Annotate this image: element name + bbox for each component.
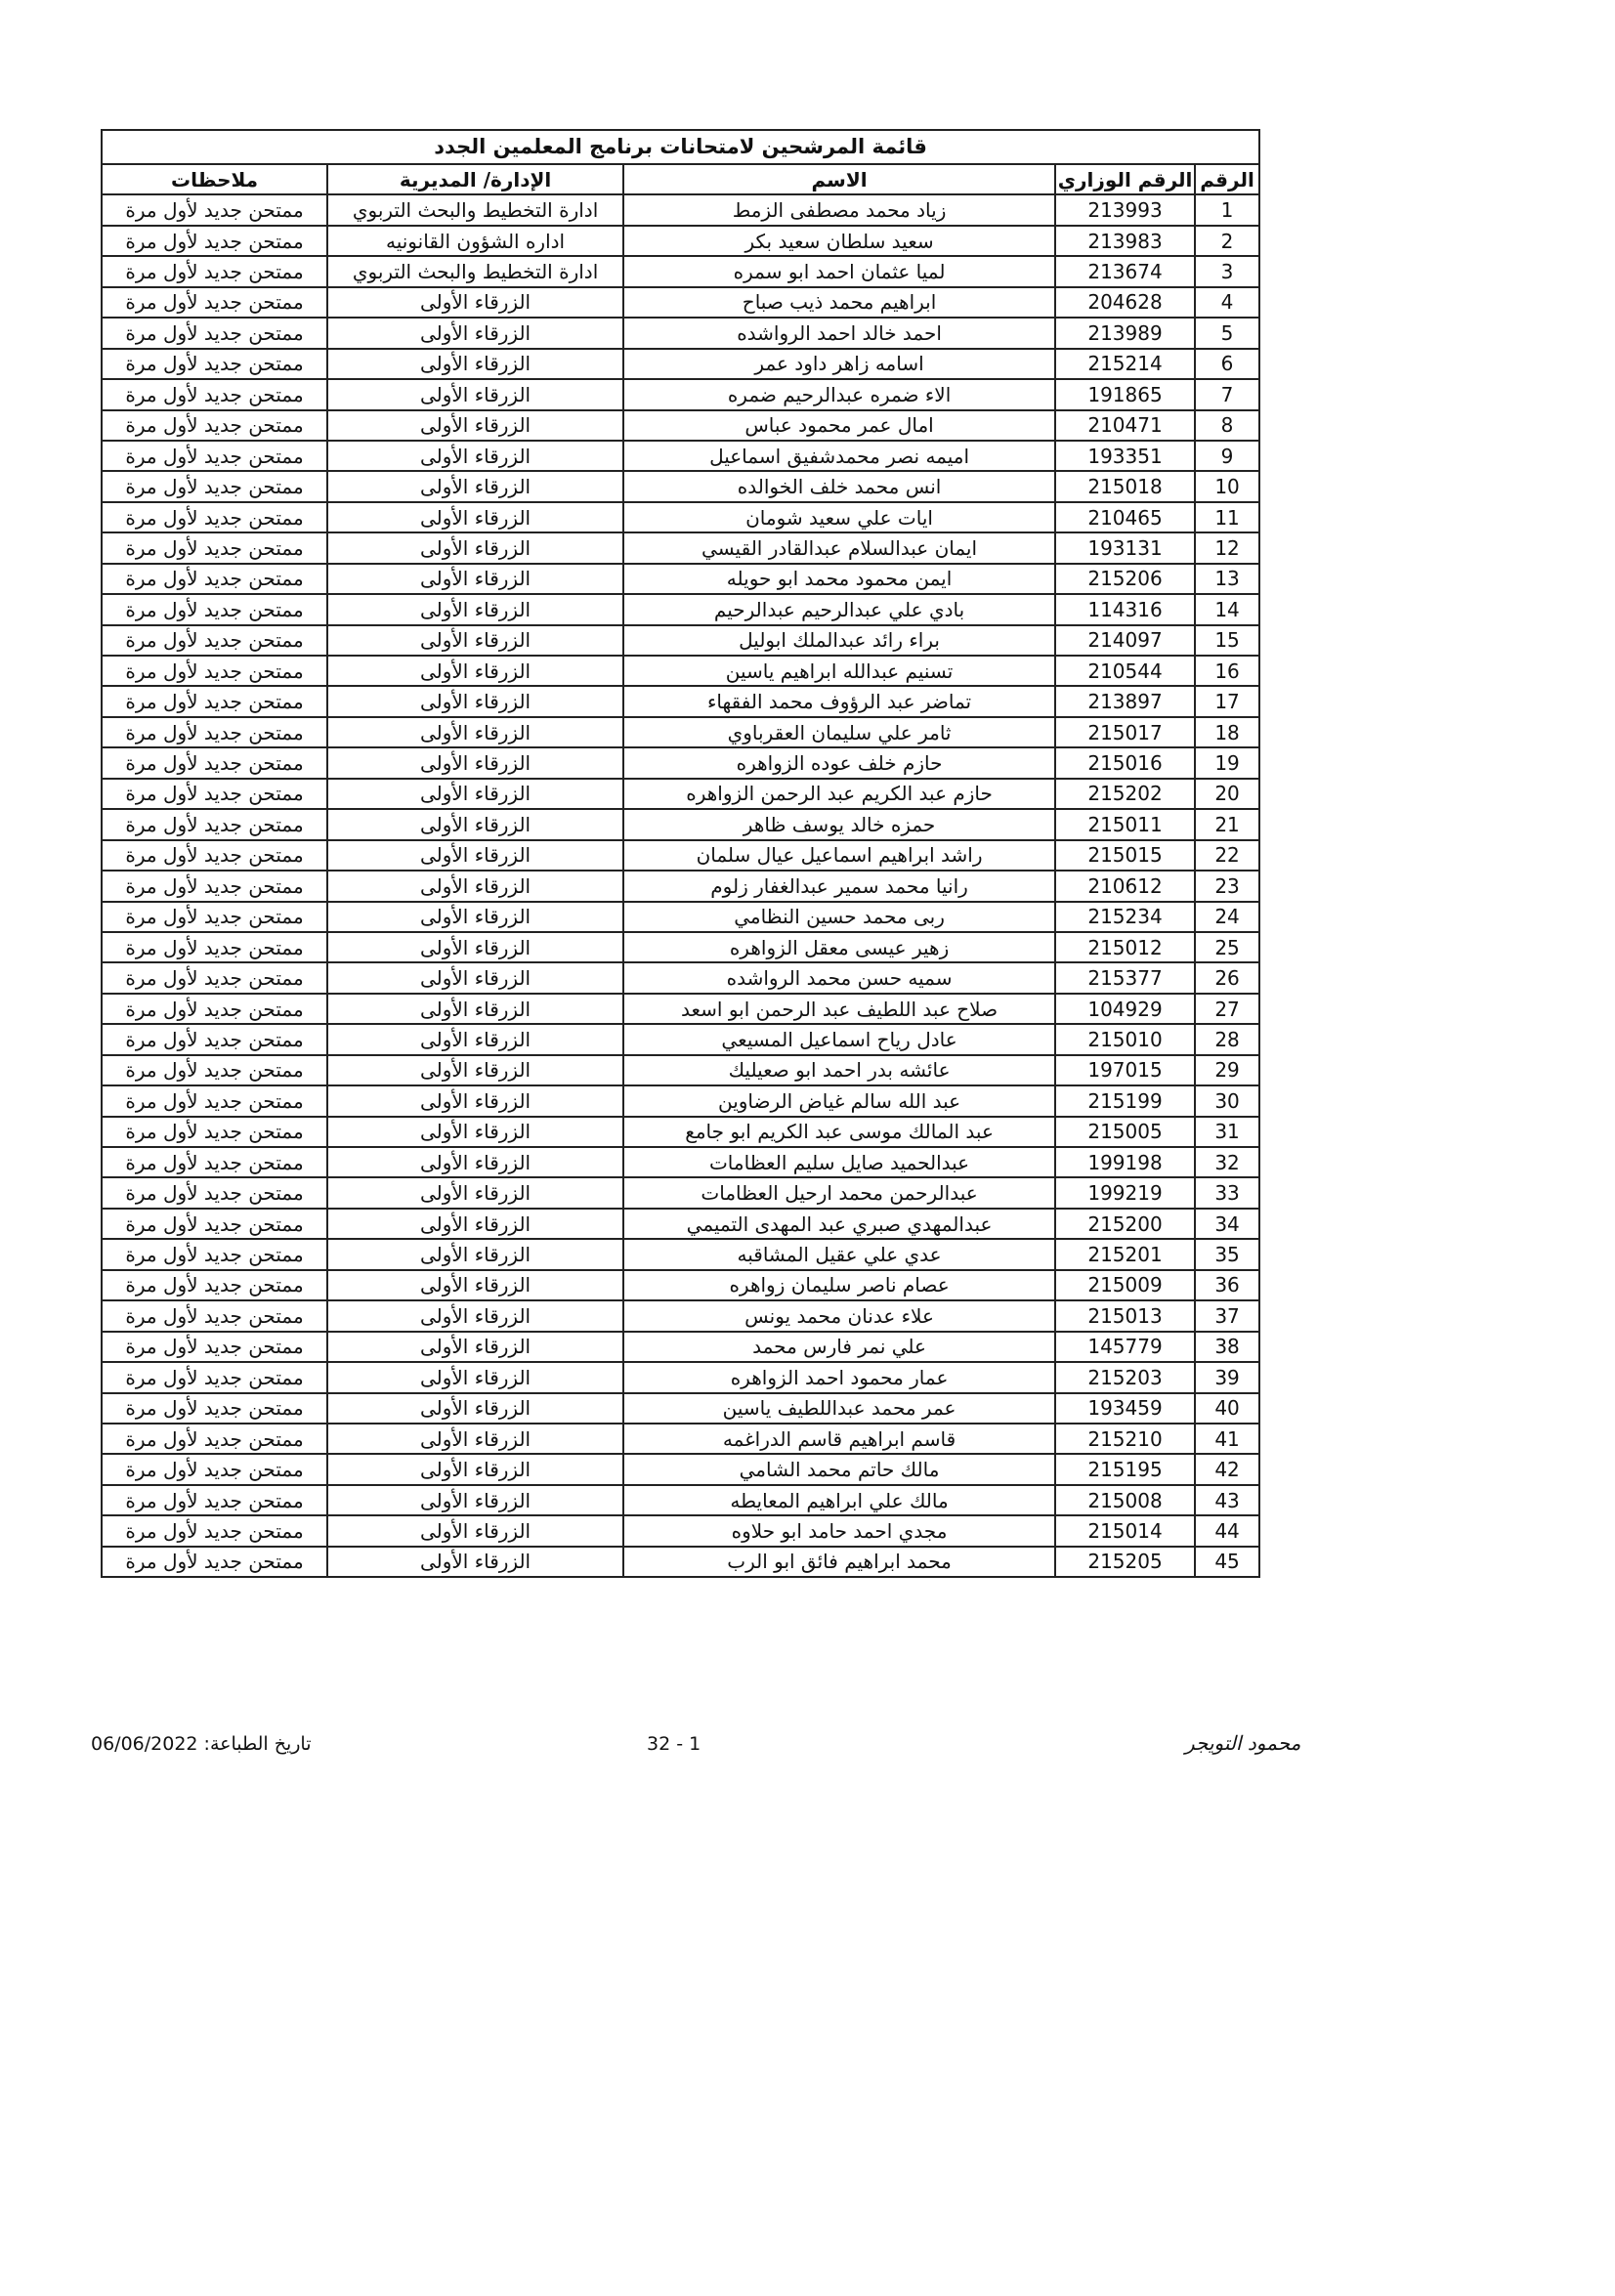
row-number-cell: 28	[1195, 1024, 1259, 1054]
candidate-name-cell: ربى محمد حسين النظامي	[623, 902, 1055, 932]
table-row	[102, 564, 1259, 594]
ministry-id-cell: 215195	[1055, 1454, 1195, 1484]
table-row	[102, 1085, 1259, 1116]
directorate-cell: الزرقاء الأولى	[327, 1085, 623, 1116]
notes-cell: ممتحن جديد لأول مرة	[102, 349, 327, 379]
row-number-cell: 40	[1195, 1393, 1259, 1424]
candidate-name-cell: مالك حاتم محمد الشامي	[623, 1454, 1055, 1484]
notes-cell: ممتحن جديد لأول مرة	[102, 1362, 327, 1392]
notes-cell: ممتحن جديد لأول مرة	[102, 194, 327, 225]
notes-cell: ممتحن جديد لأول مرة	[102, 1055, 327, 1085]
row-number-cell: 31	[1195, 1117, 1259, 1147]
table-row	[102, 471, 1259, 501]
directorate-cell: الزرقاء الأولى	[327, 502, 623, 532]
candidate-name-cell: ايات علي سعيد شومان	[623, 502, 1055, 532]
notes-cell: ممتحن جديد لأول مرة	[102, 564, 327, 594]
column-header-directorate: الإدارة/ المديرية	[327, 164, 623, 194]
candidate-name-cell: مجدي احمد حامد ابو حلاوه	[623, 1515, 1055, 1546]
directorate-cell: الزرقاء الأولى	[327, 962, 623, 993]
table-row	[102, 441, 1259, 471]
table-row	[102, 1055, 1259, 1085]
row-number-cell: 7	[1195, 379, 1259, 409]
signature: محمود التويجر	[1185, 1731, 1301, 1755]
notes-cell: ممتحن جديد لأول مرة	[102, 287, 327, 318]
directorate-cell: الزرقاء الأولى	[327, 1485, 623, 1515]
table-row	[102, 1424, 1259, 1454]
notes-cell: ممتحن جديد لأول مرة	[102, 1024, 327, 1054]
table-row	[102, 256, 1259, 286]
candidate-name-cell: انس محمد خلف الخوالده	[623, 471, 1055, 501]
notes-cell: ممتحن جديد لأول مرة	[102, 747, 327, 778]
notes-cell: ممتحن جديد لأول مرة	[102, 1209, 327, 1239]
directorate-cell: الزرقاء الأولى	[327, 410, 623, 441]
candidate-name-cell: ايمن محمود محمد ابو حويله	[623, 564, 1055, 594]
row-number-cell: 1	[1195, 194, 1259, 225]
directorate-cell: الزرقاء الأولى	[327, 349, 623, 379]
ministry-id-cell: 215017	[1055, 717, 1195, 747]
directorate-cell: الزرقاء الأولى	[327, 1209, 623, 1239]
candidate-name-cell: زياد محمد مصطفى الزمط	[623, 194, 1055, 225]
notes-cell: ممتحن جديد لأول مرة	[102, 1300, 327, 1331]
ministry-id-cell: 191865	[1055, 379, 1195, 409]
candidate-name-cell: الاء ضمره عبدالرحيم ضمره	[623, 379, 1055, 409]
notes-cell: ممتحن جديد لأول مرة	[102, 1547, 327, 1577]
notes-cell: ممتحن جديد لأول مرة	[102, 1515, 327, 1546]
table-row	[102, 1024, 1259, 1054]
table-row	[102, 717, 1259, 747]
notes-cell: ممتحن جديد لأول مرة	[102, 1393, 327, 1424]
table-row	[102, 1332, 1259, 1362]
ministry-id-cell: 214097	[1055, 625, 1195, 656]
candidate-name-cell: عبد المالك موسى عبد الكريم ابو جامع	[623, 1117, 1055, 1147]
row-number-cell: 27	[1195, 994, 1259, 1024]
candidate-name-cell: راشد ابراهيم اسماعيل عيال سلمان	[623, 840, 1055, 871]
ministry-id-cell: 215013	[1055, 1300, 1195, 1331]
directorate-cell: الزرقاء الأولى	[327, 532, 623, 563]
row-number-cell: 9	[1195, 441, 1259, 471]
candidate-name-cell: حازم عبد الكريم عبد الرحمن الزواهره	[623, 779, 1055, 809]
candidate-name-cell: لميا عثمان احمد ابو سمره	[623, 256, 1055, 286]
table-row	[102, 994, 1259, 1024]
table-row	[102, 410, 1259, 441]
ministry-id-cell: 215015	[1055, 840, 1195, 871]
candidate-name-cell: عبدالحميد صايل سليم العظامات	[623, 1147, 1055, 1177]
directorate-cell: الزرقاء الأولى	[327, 1424, 623, 1454]
directorate-cell: الزرقاء الأولى	[327, 1547, 623, 1577]
table-header-row	[102, 164, 1259, 194]
table-row	[102, 532, 1259, 563]
page-footer	[0, 1733, 1615, 1772]
ministry-id-cell: 114316	[1055, 594, 1195, 624]
table-row	[102, 747, 1259, 778]
table-row	[102, 1177, 1259, 1208]
row-number-cell: 17	[1195, 686, 1259, 716]
directorate-cell: الزرقاء الأولى	[327, 1055, 623, 1085]
row-number-cell: 45	[1195, 1547, 1259, 1577]
directorate-cell: الزرقاء الأولى	[327, 840, 623, 871]
table-row	[102, 871, 1259, 901]
column-header-number: الرقم	[1195, 164, 1259, 194]
row-number-cell: 25	[1195, 932, 1259, 962]
ministry-id-cell: 215202	[1055, 779, 1195, 809]
row-number-cell: 23	[1195, 871, 1259, 901]
ministry-id-cell: 210544	[1055, 656, 1195, 686]
candidate-name-cell: ابراهيم محمد ذيب صباح	[623, 287, 1055, 318]
directorate-cell: الزرقاء الأولى	[327, 594, 623, 624]
candidate-name-cell: ثامر علي سليمان العقرباوي	[623, 717, 1055, 747]
row-number-cell: 19	[1195, 747, 1259, 778]
ministry-id-cell: 104929	[1055, 994, 1195, 1024]
directorate-cell: الزرقاء الأولى	[327, 318, 623, 348]
directorate-cell: الزرقاء الأولى	[327, 1239, 623, 1269]
ministry-id-cell: 213983	[1055, 226, 1195, 256]
notes-cell: ممتحن جديد لأول مرة	[102, 256, 327, 286]
directorate-cell: الزرقاء الأولى	[327, 717, 623, 747]
directorate-cell: اداره الشؤون القانونيه	[327, 226, 623, 256]
directorate-cell: الزرقاء الأولى	[327, 1362, 623, 1392]
row-number-cell: 20	[1195, 779, 1259, 809]
candidate-name-cell: رانيا محمد سمير عبدالغفار زلوم	[623, 871, 1055, 901]
table-row	[102, 1117, 1259, 1147]
ministry-id-cell: 215200	[1055, 1209, 1195, 1239]
row-number-cell: 43	[1195, 1485, 1259, 1515]
table-row	[102, 902, 1259, 932]
directorate-cell: الزرقاء الأولى	[327, 1024, 623, 1054]
ministry-id-cell: 215008	[1055, 1485, 1195, 1515]
ministry-id-cell: 215010	[1055, 1024, 1195, 1054]
directorate-cell: الزرقاء الأولى	[327, 1515, 623, 1546]
table-row	[102, 656, 1259, 686]
table-row	[102, 1147, 1259, 1177]
notes-cell: ممتحن جديد لأول مرة	[102, 994, 327, 1024]
table-row	[102, 962, 1259, 993]
table-row	[102, 349, 1259, 379]
notes-cell: ممتحن جديد لأول مرة	[102, 318, 327, 348]
table-row	[102, 1270, 1259, 1300]
directorate-cell: الزرقاء الأولى	[327, 779, 623, 809]
row-number-cell: 6	[1195, 349, 1259, 379]
table-title: قائمة المرشحين لامتحانات برنامج المعلمين الجدد	[102, 130, 1259, 164]
candidate-name-cell: زهير عيسى معقل الزواهره	[623, 932, 1055, 962]
notes-cell: ممتحن جديد لأول مرة	[102, 1117, 327, 1147]
directorate-cell: الزرقاء الأولى	[327, 747, 623, 778]
ministry-id-cell: 145779	[1055, 1332, 1195, 1362]
ministry-id-cell: 210471	[1055, 410, 1195, 441]
ministry-id-cell: 215016	[1055, 747, 1195, 778]
directorate-cell: الزرقاء الأولى	[327, 809, 623, 839]
table-row	[102, 287, 1259, 318]
notes-cell: ممتحن جديد لأول مرة	[102, 717, 327, 747]
table-row	[102, 502, 1259, 532]
candidate-name-cell: امال عمر محمود عباس	[623, 410, 1055, 441]
table-row	[102, 1547, 1259, 1577]
notes-cell: ممتحن جديد لأول مرة	[102, 1270, 327, 1300]
notes-cell: ممتحن جديد لأول مرة	[102, 932, 327, 962]
table-row	[102, 226, 1259, 256]
ministry-id-cell: 193351	[1055, 441, 1195, 471]
ministry-id-cell: 215011	[1055, 809, 1195, 839]
notes-cell: ممتحن جديد لأول مرة	[102, 1147, 327, 1177]
row-number-cell: 22	[1195, 840, 1259, 871]
row-number-cell: 12	[1195, 532, 1259, 563]
table-row	[102, 1485, 1259, 1515]
candidate-name-cell: تسنيم عبدالله ابراهيم ياسين	[623, 656, 1055, 686]
ministry-id-cell: 213674	[1055, 256, 1195, 286]
notes-cell: ممتحن جديد لأول مرة	[102, 809, 327, 839]
ministry-id-cell: 215203	[1055, 1362, 1195, 1392]
row-number-cell: 8	[1195, 410, 1259, 441]
row-number-cell: 24	[1195, 902, 1259, 932]
candidate-name-cell: محمد ابراهيم فائق ابو الرب	[623, 1547, 1055, 1577]
ministry-id-cell: 213993	[1055, 194, 1195, 225]
row-number-cell: 16	[1195, 656, 1259, 686]
table-body	[102, 194, 1259, 1577]
ministry-id-cell: 215377	[1055, 962, 1195, 993]
row-number-cell: 2	[1195, 226, 1259, 256]
ministry-id-cell: 215014	[1055, 1515, 1195, 1546]
row-number-cell: 3	[1195, 256, 1259, 286]
print-date: تاريخ الطباعة: 06/06/2022	[91, 1733, 312, 1755]
candidate-name-cell: عمر محمد عبداللطيف ياسين	[623, 1393, 1055, 1424]
row-number-cell: 13	[1195, 564, 1259, 594]
table-row	[102, 1300, 1259, 1331]
ministry-id-cell: 215205	[1055, 1547, 1195, 1577]
ministry-id-cell: 215005	[1055, 1117, 1195, 1147]
notes-cell: ممتحن جديد لأول مرة	[102, 625, 327, 656]
notes-cell: ممتحن جديد لأول مرة	[102, 656, 327, 686]
table-row	[102, 686, 1259, 716]
ministry-id-cell: 199219	[1055, 1177, 1195, 1208]
directorate-cell: الزرقاء الأولى	[327, 902, 623, 932]
table-row	[102, 318, 1259, 348]
directorate-cell: الزرقاء الأولى	[327, 1454, 623, 1484]
table-row	[102, 779, 1259, 809]
row-number-cell: 18	[1195, 717, 1259, 747]
row-number-cell: 14	[1195, 594, 1259, 624]
directorate-cell: الزرقاء الأولى	[327, 625, 623, 656]
directorate-cell: الزرقاء الأولى	[327, 1147, 623, 1177]
candidate-name-cell: عبدالمهدي صبري عبد المهدى التميمي	[623, 1209, 1055, 1239]
notes-cell: ممتحن جديد لأول مرة	[102, 1454, 327, 1484]
table-row	[102, 1454, 1259, 1484]
row-number-cell: 36	[1195, 1270, 1259, 1300]
ministry-id-cell: 215012	[1055, 932, 1195, 962]
directorate-cell: الزرقاء الأولى	[327, 1270, 623, 1300]
candidate-name-cell: قاسم ابراهيم قاسم الدراغمه	[623, 1424, 1055, 1454]
row-number-cell: 41	[1195, 1424, 1259, 1454]
ministry-id-cell: 193459	[1055, 1393, 1195, 1424]
notes-cell: ممتحن جديد لأول مرة	[102, 1177, 327, 1208]
ministry-id-cell: 210612	[1055, 871, 1195, 901]
table-row	[102, 625, 1259, 656]
notes-cell: ممتحن جديد لأول مرة	[102, 379, 327, 409]
row-number-cell: 37	[1195, 1300, 1259, 1331]
column-header-name: الاسم	[623, 164, 1055, 194]
directorate-cell: الزرقاء الأولى	[327, 564, 623, 594]
notes-cell: ممتحن جديد لأول مرة	[102, 962, 327, 993]
directorate-cell: الزرقاء الأولى	[327, 287, 623, 318]
table-row	[102, 379, 1259, 409]
row-number-cell: 39	[1195, 1362, 1259, 1392]
notes-cell: ممتحن جديد لأول مرة	[102, 1239, 327, 1269]
row-number-cell: 29	[1195, 1055, 1259, 1085]
row-number-cell: 21	[1195, 809, 1259, 839]
notes-cell: ممتحن جديد لأول مرة	[102, 1485, 327, 1515]
table-title-row	[102, 130, 1259, 164]
candidate-name-cell: بادي علي عبدالرحيم عبدالرحيم	[623, 594, 1055, 624]
table-row	[102, 932, 1259, 962]
notes-cell: ممتحن جديد لأول مرة	[102, 502, 327, 532]
ministry-id-cell: 193131	[1055, 532, 1195, 563]
notes-cell: ممتحن جديد لأول مرة	[102, 1332, 327, 1362]
notes-cell: ممتحن جديد لأول مرة	[102, 902, 327, 932]
directorate-cell: الزرقاء الأولى	[327, 656, 623, 686]
ministry-id-cell: 215234	[1055, 902, 1195, 932]
candidate-name-cell: عائشه بدر احمد ابو صعيليك	[623, 1055, 1055, 1085]
notes-cell: ممتحن جديد لأول مرة	[102, 441, 327, 471]
table-row	[102, 1393, 1259, 1424]
directorate-cell: الزرقاء الأولى	[327, 1393, 623, 1424]
ministry-id-cell: 210465	[1055, 502, 1195, 532]
ministry-id-cell: 215199	[1055, 1085, 1195, 1116]
notes-cell: ممتحن جديد لأول مرة	[102, 871, 327, 901]
row-number-cell: 34	[1195, 1209, 1259, 1239]
column-header-notes: ملاحظات	[102, 164, 327, 194]
candidate-name-cell: علي نمر فارس محمد	[623, 1332, 1055, 1362]
notes-cell: ممتحن جديد لأول مرة	[102, 594, 327, 624]
row-number-cell: 32	[1195, 1147, 1259, 1177]
notes-cell: ممتحن جديد لأول مرة	[102, 471, 327, 501]
table-row	[102, 840, 1259, 871]
notes-cell: ممتحن جديد لأول مرة	[102, 1424, 327, 1454]
ministry-id-cell: 197015	[1055, 1055, 1195, 1085]
row-number-cell: 15	[1195, 625, 1259, 656]
row-number-cell: 10	[1195, 471, 1259, 501]
row-number-cell: 44	[1195, 1515, 1259, 1546]
candidate-name-cell: حازم خلف عوده الزواهره	[623, 747, 1055, 778]
ministry-id-cell: 204628	[1055, 287, 1195, 318]
candidate-name-cell: عمار محمود احمد الزواهره	[623, 1362, 1055, 1392]
directorate-cell: الزرقاء الأولى	[327, 1332, 623, 1362]
table-row	[102, 1362, 1259, 1392]
table-row	[102, 1209, 1259, 1239]
ministry-id-cell: 215018	[1055, 471, 1195, 501]
table-row	[102, 594, 1259, 624]
candidate-name-cell: علاء عدنان محمد يونس	[623, 1300, 1055, 1331]
candidate-name-cell: اسامه زاهر داود عمر	[623, 349, 1055, 379]
page-number: 32 - 1	[647, 1733, 701, 1755]
candidate-name-cell: عادل رياح اسماعيل المسيعي	[623, 1024, 1055, 1054]
table-row	[102, 1239, 1259, 1269]
directorate-cell: الزرقاء الأولى	[327, 1117, 623, 1147]
ministry-id-cell: 213897	[1055, 686, 1195, 716]
ministry-id-cell: 213989	[1055, 318, 1195, 348]
notes-cell: ممتحن جديد لأول مرة	[102, 226, 327, 256]
table-row	[102, 1515, 1259, 1546]
directorate-cell: الزرقاء الأولى	[327, 1177, 623, 1208]
notes-cell: ممتحن جديد لأول مرة	[102, 1085, 327, 1116]
ministry-id-cell: 215206	[1055, 564, 1195, 594]
notes-cell: ممتحن جديد لأول مرة	[102, 532, 327, 563]
directorate-cell: الزرقاء الأولى	[327, 686, 623, 716]
candidate-name-cell: عبدالرحمن محمد ارحيل العظامات	[623, 1177, 1055, 1208]
candidates-table	[101, 129, 1260, 1578]
row-number-cell: 35	[1195, 1239, 1259, 1269]
directorate-cell: الزرقاء الأولى	[327, 441, 623, 471]
ministry-id-cell: 215214	[1055, 349, 1195, 379]
directorate-cell: ادارة التخطيط والبحث التربوي	[327, 256, 623, 286]
notes-cell: ممتحن جديد لأول مرة	[102, 410, 327, 441]
candidate-name-cell: تماضر عبد الرؤوف محمد الفقهاء	[623, 686, 1055, 716]
notes-cell: ممتحن جديد لأول مرة	[102, 840, 327, 871]
candidate-name-cell: براء رائد عبدالملك ابوليل	[623, 625, 1055, 656]
candidate-name-cell: عدي علي عقيل المشاقبه	[623, 1239, 1055, 1269]
row-number-cell: 30	[1195, 1085, 1259, 1116]
candidate-name-cell: عبد الله سالم غياض الرضاوين	[623, 1085, 1055, 1116]
directorate-cell: الزرقاء الأولى	[327, 871, 623, 901]
candidate-name-cell: سعيد سلطان سعيد بكر	[623, 226, 1055, 256]
directorate-cell: الزرقاء الأولى	[327, 932, 623, 962]
candidate-name-cell: احمد خالد احمد الرواشده	[623, 318, 1055, 348]
table-row	[102, 809, 1259, 839]
row-number-cell: 38	[1195, 1332, 1259, 1362]
row-number-cell: 26	[1195, 962, 1259, 993]
directorate-cell: الزرقاء الأولى	[327, 471, 623, 501]
column-header-ministry-id: الرقم الوزاري	[1055, 164, 1195, 194]
row-number-cell: 5	[1195, 318, 1259, 348]
directorate-cell: ادارة التخطيط والبحث التربوي	[327, 194, 623, 225]
candidate-name-cell: اميمه نصر محمدشفيق اسماعيل	[623, 441, 1055, 471]
ministry-id-cell: 215201	[1055, 1239, 1195, 1269]
directorate-cell: الزرقاء الأولى	[327, 994, 623, 1024]
notes-cell: ممتحن جديد لأول مرة	[102, 686, 327, 716]
candidate-name-cell: مالك علي ابراهيم المعايطه	[623, 1485, 1055, 1515]
row-number-cell: 4	[1195, 287, 1259, 318]
ministry-id-cell: 199198	[1055, 1147, 1195, 1177]
directorate-cell: الزرقاء الأولى	[327, 379, 623, 409]
notes-cell: ممتحن جديد لأول مرة	[102, 779, 327, 809]
candidate-name-cell: ايمان عبدالسلام عبدالقادر القيسي	[623, 532, 1055, 563]
candidate-name-cell: صلاح عبد اللطيف عبد الرحمن ابو اسعد	[623, 994, 1055, 1024]
ministry-id-cell: 215009	[1055, 1270, 1195, 1300]
ministry-id-cell: 215210	[1055, 1424, 1195, 1454]
candidate-name-cell: حمزه خالد يوسف ظاهر	[623, 809, 1055, 839]
candidate-name-cell: سميه حسن محمد الرواشده	[623, 962, 1055, 993]
table-row	[102, 194, 1259, 225]
row-number-cell: 42	[1195, 1454, 1259, 1484]
directorate-cell: الزرقاء الأولى	[327, 1300, 623, 1331]
candidate-name-cell: عصام ناصر سليمان زواهره	[623, 1270, 1055, 1300]
document-sheet	[101, 129, 1258, 1578]
row-number-cell: 11	[1195, 502, 1259, 532]
row-number-cell: 33	[1195, 1177, 1259, 1208]
